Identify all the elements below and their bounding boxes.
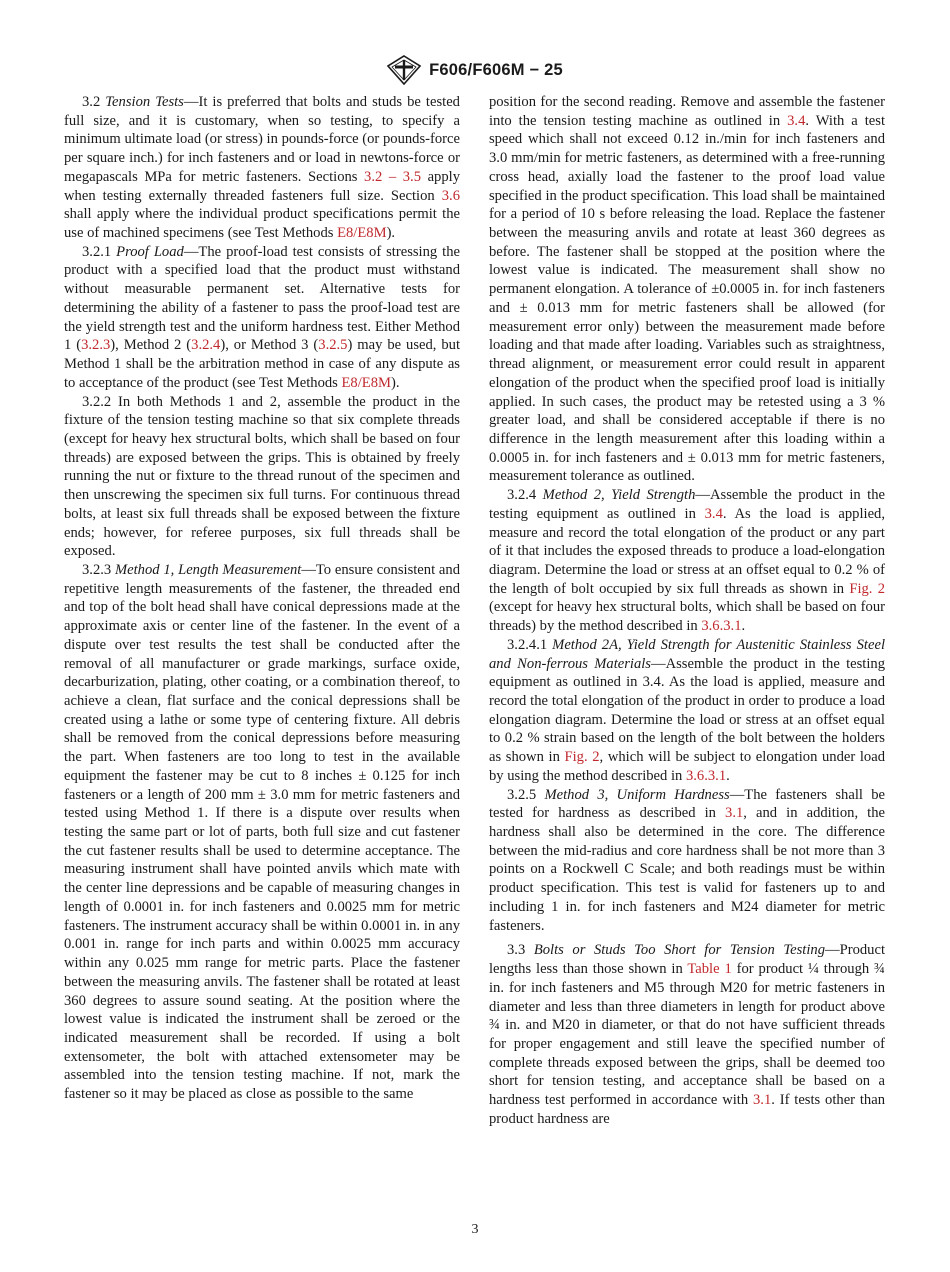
section-3-2-3-paragraph xyxy=(64,561,460,1104)
paragraph-text: —To ensure consistent and repetitive length measurements of the fastener, the threaded end and top of the bolt head shall have conical depressions made at the approximate axis or center line of the fastener. In the event of a dispute over test results the test shall be conducted after the removal of all manufacturer or grade markings, surface oxide, decarburization, plating, other coating, or a combination thereof, to achieve a clean, flat surface and the conical depressions shall be created using a lathe or some type of centering fixture. All debris shall be removed from the conical depressions before measuring the part. When fasteners are too long to test in the available equipment the fastener may be cut to 8 inches ± 0.125 for inch fasteners or a length of 200 mm ± 3.0 mm for metric fasteners and tested using Method 1. If there is a dispute over results when testing the same part or lot of parts, both full size and cut fastener the cut fastener results shall be used to determine acceptance. The measuring instrument shall have pointed anvils which mate with the center line depressions and be capable of measuring changes in length of 0.0001 in. for inch fasteners and 0.0025 mm for metric fasteners. The instrument accuracy shall be within 0.0001 in. in any 0.001 in. range for inch parts and within 0.0025 mm accuracy within any 0.025 mm range for metric parts. Place the fastener between the measuring anvils. The fastener shall be rotated at least 360 degrees to assure sound seating. At the position where the lowest value is indicated the instrument shall be zeroed or the indicated measurement shall be recorded. If using a bolt extensometer, the bolt with attached extensometer may be assembled into the tension testing machine. If not, mark the fastener so it may be placed as close as possible to the same xyxy=(64,561,460,1103)
paragraph-text: —The proof-load test consists of stressing the product with a specified load that the product must withstand without measurable permanent set. Alternative tests for determining the ability of a fastener to pass the proof-load test are the yield strength test and the uniform hardness test. Either Method 1 ( xyxy=(64,243,460,354)
paragraph-text: ). xyxy=(390,374,400,391)
section-title: Bolts or Studs Too Short for Tension Testing xyxy=(533,942,825,959)
paragraph-text: shall apply where the individual product specifications permit the use of machined specimens (see Test Methods xyxy=(64,206,460,242)
paragraph-text: , and in addition, the hardness shall also be determined in the core. The difference between the mid-radius and core hardness shall be not more than 3 points on a Rockwell C Scale; and both readings must be within product specification. This test is valid for fasteners up to and including 1 in. for inch fasteners and M24 diameter for metric fasteners. xyxy=(489,805,885,934)
table-link-table-1[interactable]: Table 1 xyxy=(687,961,732,978)
section-title: Tension Tests xyxy=(105,94,184,110)
section-link-3-4[interactable]: 3.4 xyxy=(704,505,723,522)
section-3-2-4-paragraph xyxy=(489,486,885,636)
page-number: 3 xyxy=(471,1222,479,1237)
standard-link-e8[interactable]: E8/E8M xyxy=(337,225,387,242)
section-link-3-2-3[interactable]: 3.2.3 xyxy=(81,337,111,354)
section-link-3-1[interactable]: 3.1 xyxy=(725,805,744,822)
section-title: Method 2A, Yield Strength for Austenitic Stainless Steel and Non-ferrous Materials xyxy=(489,636,885,672)
paragraph-text: . If tests other than product hardness are xyxy=(489,1092,885,1127)
section-3-2-1-paragraph xyxy=(64,243,460,393)
standard-link-e8[interactable]: E8/E8M xyxy=(341,374,391,391)
paragraph-text: —It is preferred that bolts and studs be tested full size, and it is customary, when so testing, to specify a minimum ultimate load (or stress) in pounds-force (or pounds-force per square inch.) for inch fasteners and or load in newtons-force or megapascals MPa for metric fasteners. Sections xyxy=(64,94,460,185)
left-column xyxy=(64,93,460,1104)
section-link-3-6[interactable]: 3.6 xyxy=(441,187,460,204)
figure-link-fig-2[interactable]: Fig. 2 xyxy=(564,749,600,766)
section-3-2-2-paragraph: 3.2.2 In both Methods 1 and 2, assemble the product in the fixture of the tension testing machine so that six complete threads (except for heavy hex structural bolts, which shall be based on four threads) are exposed between the grips. This is obtained by freely running the nut or fixture to the thread runout of the specimen and then unscrewing the specimen six full turns. For continuous thread bolts, at least six full threads shall be exposed between the fixture ends; however, for referee purposes, six full threads shall be exposed. xyxy=(64,393,460,560)
paragraph-text: ), or Method 3 ( xyxy=(220,337,319,354)
right-column xyxy=(489,93,885,1129)
section-link-3-4[interactable]: 3.4 xyxy=(787,112,806,129)
paragraph-text: , which will be subject to elongation under load by using the method described in xyxy=(489,749,885,784)
section-number: 3.3 xyxy=(507,942,526,959)
section-number: 3.2.4.1 xyxy=(507,636,548,653)
paragraph-text: apply when testing externally threaded fasteners full size. Section xyxy=(64,168,461,204)
page-header xyxy=(0,55,950,85)
section-3-2-3-continued-paragraph xyxy=(489,93,885,486)
section-number: 3.2.1 xyxy=(82,243,112,260)
paragraph-text: —Product lengths less than those shown in xyxy=(489,942,885,978)
paragraph-text: —The fasteners shall be tested for hardness as described in xyxy=(489,786,885,822)
section-link-3-2-3-5[interactable]: 3.2 – 3.5 xyxy=(364,168,421,185)
astm-logo-icon xyxy=(387,55,421,85)
section-link-3-2-5[interactable]: 3.2.5 xyxy=(318,337,348,354)
section-link-3-2-4[interactable]: 3.2.4 xyxy=(191,337,221,354)
figure-link-fig-2[interactable]: Fig. 2 xyxy=(849,580,885,597)
section-3-2-4-1-paragraph xyxy=(489,636,885,786)
paragraph-text: . xyxy=(741,618,746,635)
section-3-3-paragraph xyxy=(489,941,885,1128)
document-designation: F606/F606M − 25 xyxy=(429,60,563,79)
section-link-3-6-3-1[interactable]: 3.6.3.1 xyxy=(685,767,727,784)
section-3-2-paragraph xyxy=(64,93,460,243)
paragraph-text: . xyxy=(726,767,730,784)
section-link-3-1[interactable]: 3.1 xyxy=(753,1092,772,1109)
paragraph-text: for product ¼ through ¾ in. for inch fasteners and M5 through M20 for metric fasteners in diameter and less than three diameters in length for product above ¾ in. and M20 in diameter, or that do not have sufficient threads for proper engagement and still leave the specified number of complete threads exposed between the grips, shall be deemed too short for tension testing, and acceptance shall be based on a hardness test performed in accordance with xyxy=(489,961,885,1109)
paragraph-text: ) may be used, but Method 1 shall be the arbitration method in case of any dispute as to acceptance of the product (see Test Methods xyxy=(64,337,460,391)
section-number: 3.2.5 xyxy=(507,786,537,803)
section-3-2-5-paragraph xyxy=(489,786,885,936)
section-number: 3.2 xyxy=(82,94,101,110)
paragraph-text: . As the load is applied, measure and record the total elongation of the product or any part of it that includes the exposed threads to produce a load-elongation diagram. Determine the load or stress at an offset equal to 0.2 % of the length of bolt occupied by six full threads as shown in xyxy=(489,505,885,597)
paragraph-text: ), Method 2 ( xyxy=(110,337,192,354)
paragraph-text: position for the second reading. Remove and assemble the fastener into the tension testing machine as outlined in xyxy=(489,94,885,129)
section-title: Method 3, Uniform Hardness xyxy=(544,786,730,803)
paragraph-text: (except for heavy hex structural bolts, which shall be based on four threads) by the method described in xyxy=(489,599,885,635)
section-link-3-6-3-1[interactable]: 3.6.3.1 xyxy=(701,618,742,635)
section-title: Method 1, Length Measurement xyxy=(114,561,302,578)
paragraph-text: ). xyxy=(386,225,396,242)
section-title: Proof Load xyxy=(116,243,184,260)
section-title: Method 2, Yield Strength xyxy=(542,487,696,504)
section-number: 3.2.4 xyxy=(507,487,537,504)
paragraph-text: —Assemble the product in the testing equipment as outlined in xyxy=(489,487,885,522)
paragraph-text: —Assemble the product in the testing equipment as outlined in 3.4. As the load is applied, measure and record the total elongation of the product in order to produce a load elongation diagram. Determine the load or stress at an offset equal to 0.2 % strain based on the length of the bolt between the holders as shown in xyxy=(489,655,885,766)
paragraph-text: . With a test speed which shall not exceed 0.12 in./min for inch fasteners and 3.0 mm/min for metric fasteners, as determined with a free-running cross head, axially load the fastener to the proof load value specified in the product specification. This load shall be maintained for a period of 10 s before releasing the load. Replace the fastener between the measuring anvils and rotate at least 360 degrees as before. The fastener shall be stopped at the position where the lowest value is indicated. The measurement shall show no permanent elongation. A tolerance of ±0.0005 in. for inch fasteners and ± 0.013 mm for metric fasteners shall be allowed (for measurement error only) between the measurement made before loading and that made after loading. Variables such as straightness, thread alignment, or measurement error could result in apparent elongation of the product when the specified proof load is initially applied. In such cases, the product may be retested using a 3 % greater load, and shall be considered acceptable if there is no difference in the length measurement after this loading within a 0.0005 in. for inch fasteners and ± 0.013 mm for metric fasteners, measurement tolerance as outlined. xyxy=(489,112,886,485)
section-number: 3.2.3 xyxy=(82,561,112,578)
